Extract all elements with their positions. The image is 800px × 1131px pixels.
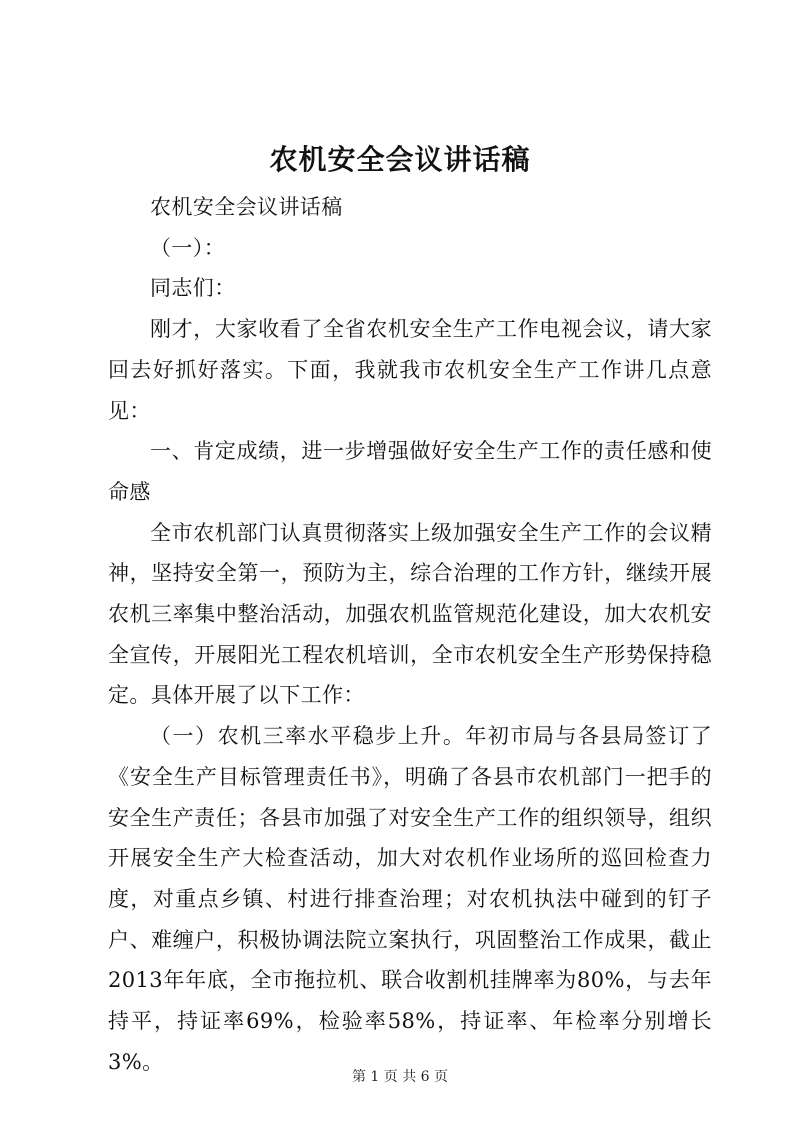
paragraph-item-one: （一）农机三率水平稳步上升。年初市局与各县局签订了《安全生产目标管理责任书》，明确了各县市农机部门一把手的安全生产责任；各县市加强了对安全生产工作的组织领导，组织开展安全生产大检查活动，加大对农机作业场所的巡回检查力度，对重点乡镇、村进行排查治理；对农机执法中碰到的钉子户、难缠户，积极协调法院立案执行，巩固整治工作成果，截止2013年年底，全市拖拉机、联合收割机挂牌率为80%，与去年持平，持证率69%，检验率58%，持证率、年检率分别增长3%。 — [108, 724, 712, 1074]
document-body — [108, 187, 712, 1082]
document-title: 农机安全会议讲话稿 — [269, 143, 531, 176]
paragraph-opening: 刚才，大家收看了全省农机安全生产工作电视会议，请大家回去好抓好落实。下面，我就我市农机安全生产工作讲几点意见： — [108, 317, 712, 423]
paragraph-subtitle: 农机安全会议讲话稿 — [150, 195, 343, 219]
paragraph-salutation: 同志们： — [150, 276, 236, 301]
page-number-footer: 第 1 页 共 6 页 — [351, 1069, 449, 1085]
paragraph-heading-one: 一、肯定成绩，进一步增强做好安全生产工作的责任感和使命感 — [108, 439, 712, 504]
paragraph-overview: 全市农机部门认真贯彻落实上级加强安全生产工作的会议精神，坚持安全第一，预防为主，综合治理的工作方针，继续开展农机三率集中整治活动，加强农机监管规范化建设，加大农机安全宣传，开展阳光工程农机培训，全市农机安全生产形势保持稳定。具体开展了以下工作： — [108, 520, 712, 708]
paragraph-section-number: （一）： — [150, 235, 226, 260]
